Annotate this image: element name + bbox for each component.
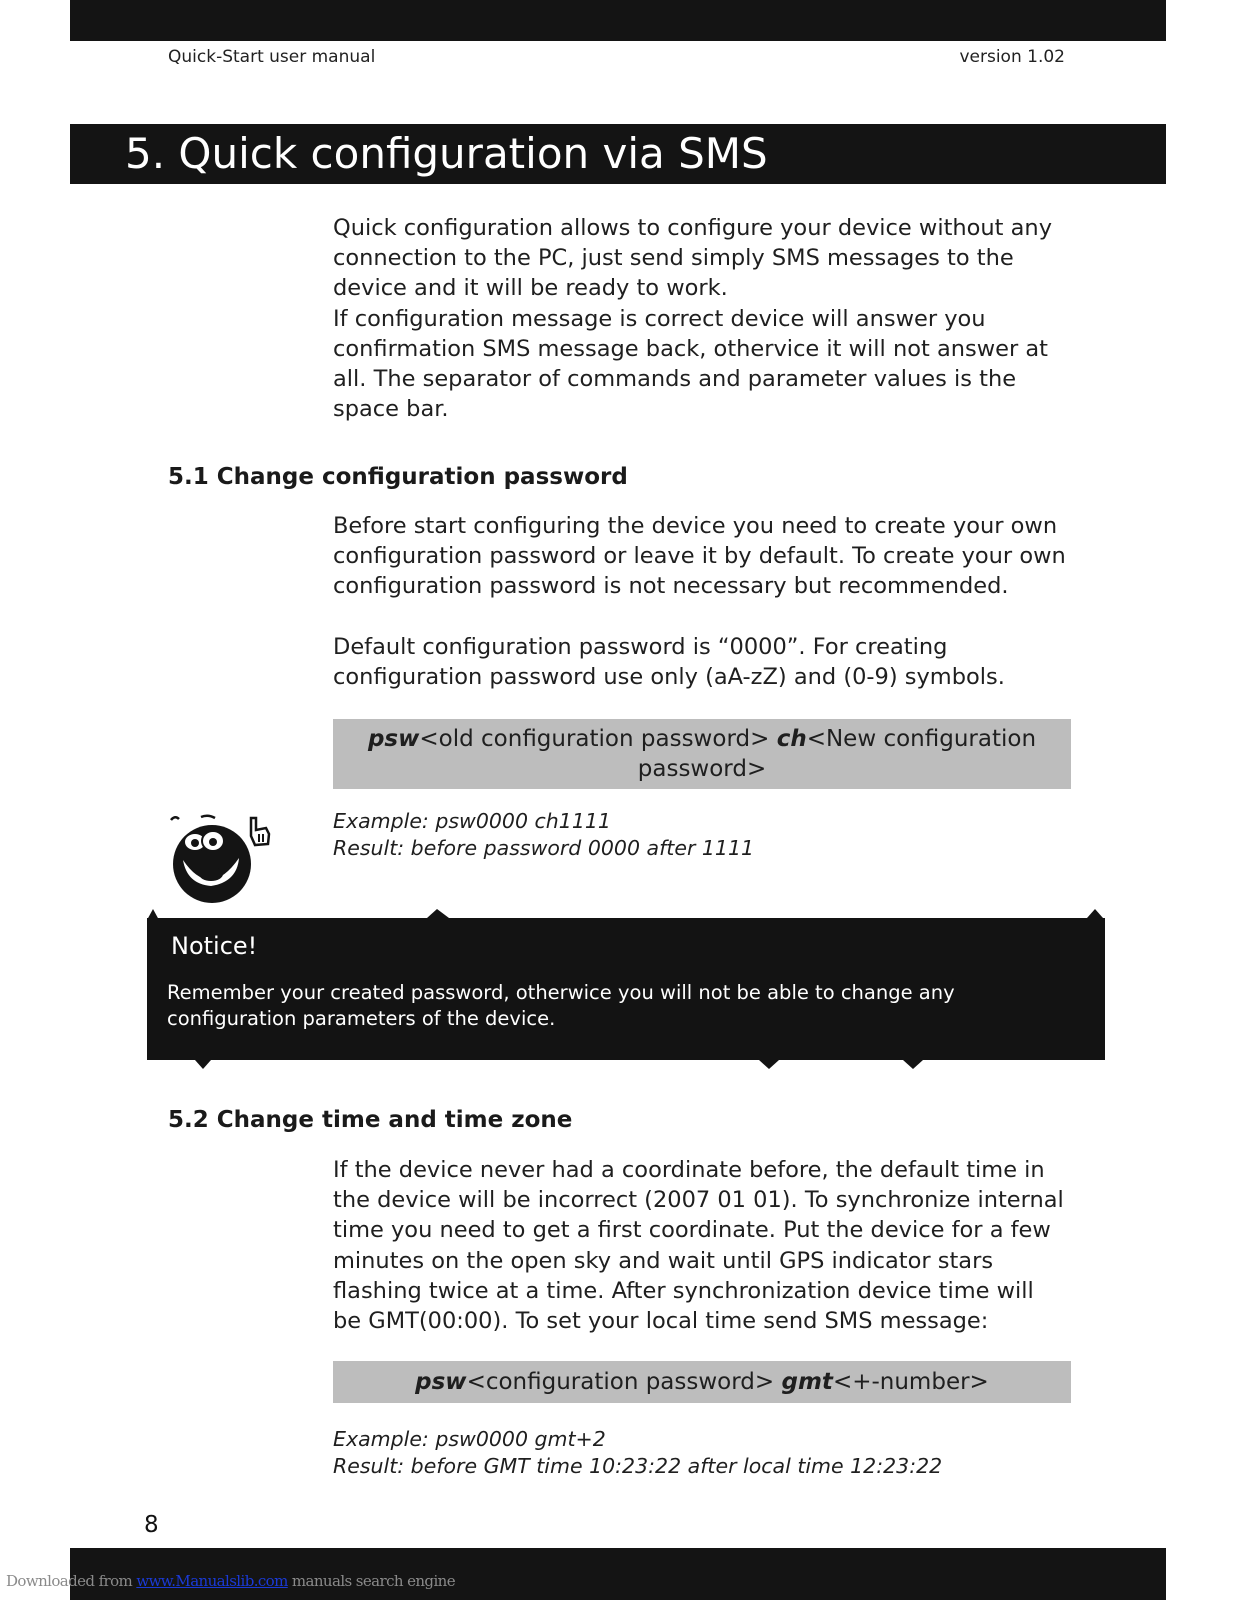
text-line: connection to the PC, just send simply SMS messages to the (333, 245, 1014, 272)
notice-body: Remember your created password, otherwice you will not be able to change any configuration parameters of the device. (167, 981, 955, 1030)
result-line: Result: before GMT time 10:23:22 after local time 12:23:22 (333, 1454, 943, 1478)
command-box-password (333, 719, 1071, 789)
footer-prefix: Downloaded from (6, 1572, 137, 1590)
text-line: configuration password or leave it by default. To create your own (333, 543, 1066, 570)
text-line: configuration password is not necessary but recommended. (333, 573, 1009, 600)
example-line: Example: psw0000 ch1111 (333, 809, 611, 833)
text-line: be GMT(00:00). To set your local time send SMS message: (333, 1308, 989, 1335)
top-bar (70, 0, 1166, 41)
command-box-gmt (333, 1361, 1071, 1403)
text-line: If the device never had a coordinate before, the default time in (333, 1157, 1045, 1183)
text-line: flashing twice at a time. After synchronization device time will (333, 1277, 1034, 1304)
header-manual-title: Quick-Start user manual (168, 47, 376, 67)
smiley-mascot-icon (165, 812, 280, 904)
result-line: Result: before password 0000 after 1111 (333, 836, 755, 860)
example-gmt (333, 1426, 942, 1480)
command-arg-number: <+-number> (832, 1369, 989, 1395)
section-heading-5-2: 5.2 Change time and time zone (168, 1107, 573, 1133)
section-1-paragraph-2 (333, 632, 1071, 692)
text-line: Default configuration password is “0000”. For creating (333, 634, 948, 660)
command-keyword-ch: ch (776, 726, 807, 752)
text-line: device and it will be ready to work. (333, 275, 728, 302)
text-line: If configuration message is correct device will answer you (333, 305, 986, 332)
notice-title: Notice! (171, 932, 258, 960)
text-line: all. The separator of commands and parameter values is the (333, 366, 1017, 393)
notice-box (147, 918, 1105, 1060)
text-line: time you need to get a first coordinate. Put the device for a few (333, 1217, 1051, 1244)
text-line: configuration password use only (aA-zZ) and (0-9) symbols. (333, 664, 1005, 691)
download-footer (6, 1572, 455, 1590)
section-1-paragraph-1 (333, 511, 1071, 602)
command-keyword-psw: psw (367, 726, 420, 752)
manualslib-link[interactable]: www.Manualslib.com (136, 1572, 288, 1590)
command-keyword-gmt: gmt (781, 1369, 833, 1395)
command-line-1 (333, 724, 1071, 754)
example-line: Example: psw0000 gmt+2 (333, 1427, 606, 1451)
page-number: 8 (144, 1512, 159, 1538)
section-heading-5-1: 5.1 Change configuration password (168, 464, 628, 490)
footer-suffix: manuals search engine (287, 1572, 455, 1590)
text-line: the device will be incorrect (2007 01 01). To synchronize internal (333, 1187, 1064, 1214)
command-arg-password: <configuration password> (466, 1369, 782, 1395)
intro-paragraph (333, 213, 1071, 424)
command-line-2: password> (637, 756, 767, 782)
example-password (333, 808, 754, 862)
chapter-title: 5. Quick configuration via SMS (70, 124, 1166, 184)
command-arg-old-password: <old configuration password> (419, 726, 777, 752)
header-version: version 1.02 (959, 47, 1065, 67)
text-line: minutes on the open sky and wait until GPS indicator stars (333, 1247, 994, 1274)
command-arg-new-password: <New configuration (806, 726, 1037, 752)
text-line: confirmation SMS message back, othervice it will not answer at (333, 335, 1048, 362)
text-line: space bar. (333, 396, 449, 423)
section-2-paragraph (333, 1155, 1071, 1336)
text-line: Quick configuration allows to configure your device without any (333, 215, 1053, 241)
text-line: Before start configuring the device you need to create your own (333, 513, 1058, 539)
command-keyword-psw: psw (415, 1369, 467, 1395)
